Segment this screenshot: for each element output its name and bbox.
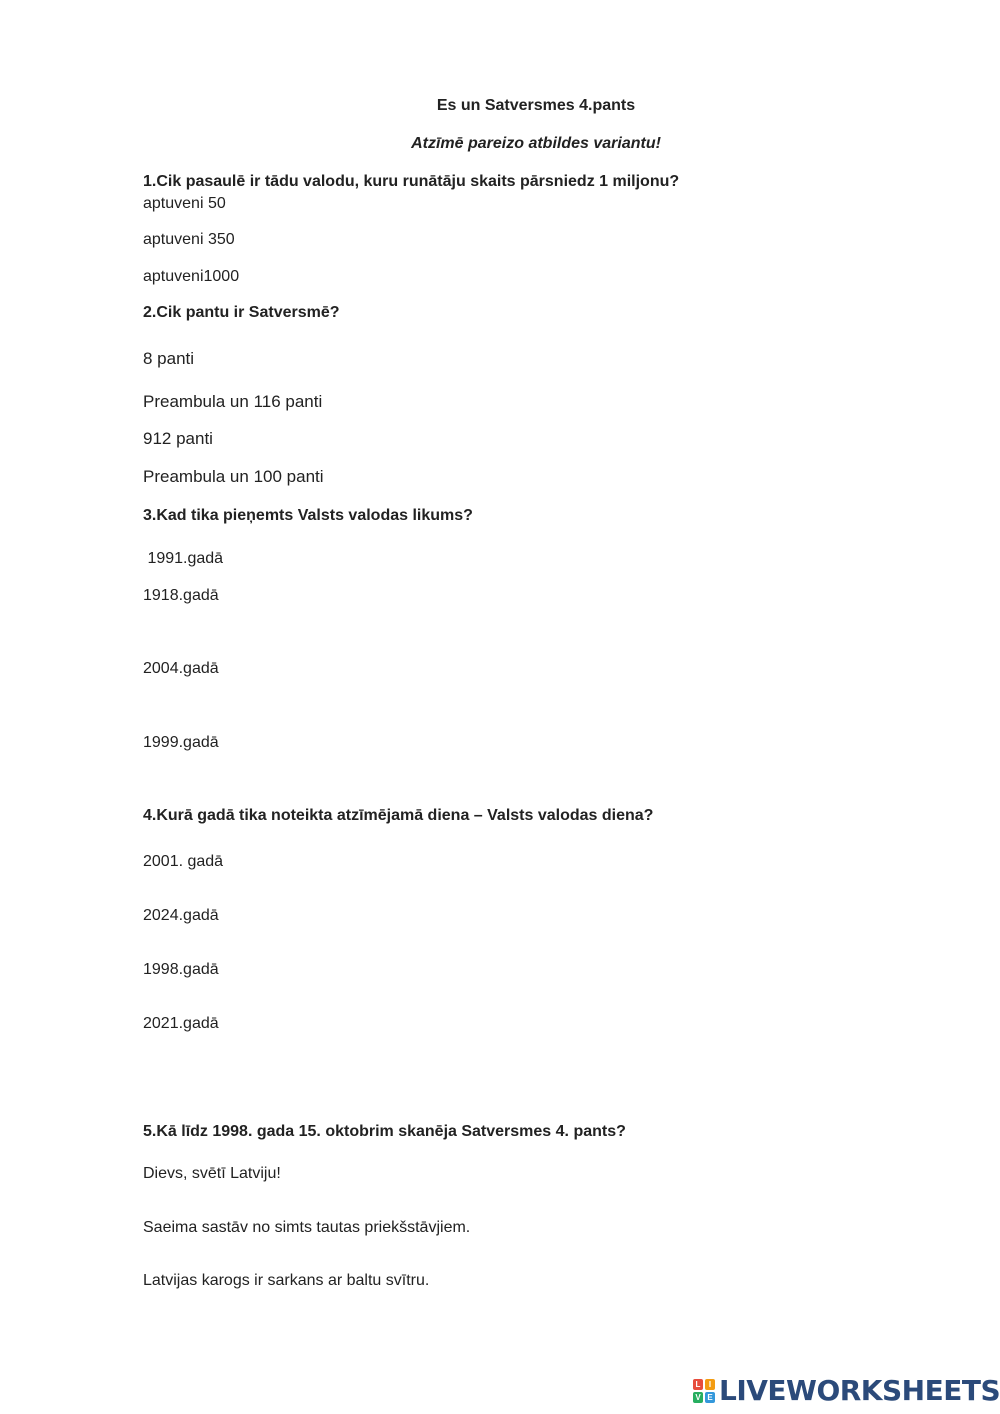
- question-2: 2.Cik pantu ir Satversmē?: [143, 304, 340, 321]
- answer-option[interactable]: 1999.gadā: [143, 734, 219, 751]
- logo-mark-letter: E: [705, 1392, 715, 1403]
- question-5: 5.Kā līdz 1998. gada 15. oktobrim skanēja Satversmes 4. pants?: [143, 1123, 626, 1140]
- page-instructions: Atzīmē pareizo atbildes variantu!: [411, 135, 661, 152]
- answer-option[interactable]: Dievs, svētī Latviju!: [143, 1165, 281, 1182]
- answer-option[interactable]: aptuveni 350: [143, 231, 235, 248]
- question-4: 4.Kurā gadā tika noteikta atzīmējamā diena – Valsts valodas diena?: [143, 807, 654, 824]
- answer-option[interactable]: Saeima sastāv no simts tautas priekšstāvjiem.: [143, 1219, 471, 1236]
- question-3: 3.Kad tika pieņemts Valsts valodas likums?: [143, 507, 473, 524]
- logo-mark-letter: I: [705, 1379, 715, 1390]
- answer-option[interactable]: 2001. gadā: [143, 853, 224, 870]
- liveworksheets-logo: [693, 1376, 1000, 1406]
- answer-option[interactable]: aptuveni1000: [143, 268, 240, 285]
- answer-option[interactable]: Preambula un 116 panti: [143, 392, 323, 411]
- answer-option[interactable]: 1991.gadā: [143, 550, 224, 567]
- answer-option[interactable]: 1998.gadā: [143, 961, 219, 978]
- logo-mark-icon: [693, 1379, 715, 1403]
- answer-option[interactable]: 1918.gadā: [143, 587, 219, 604]
- answer-option[interactable]: 2021.gadā: [143, 1015, 219, 1032]
- answer-option[interactable]: 2004.gadā: [143, 660, 219, 677]
- answer-option[interactable]: Preambula un 100 panti: [143, 467, 324, 486]
- question-1: 1.Cik pasaulē ir tādu valodu, kuru runātāju skaits pārsniedz 1 miljonu?: [143, 173, 680, 190]
- answer-option[interactable]: aptuveni 50: [143, 195, 226, 212]
- logo-text: LIVEWORKSHEETS: [719, 1374, 1000, 1407]
- answer-option[interactable]: 2024.gadā: [143, 907, 219, 924]
- answer-option[interactable]: Latvijas karogs ir sarkans ar baltu svītru.: [143, 1272, 430, 1289]
- logo-mark-letter: L: [693, 1379, 703, 1390]
- logo-mark-letter: V: [693, 1392, 703, 1403]
- answer-option[interactable]: 8 panti: [143, 349, 195, 368]
- answer-option[interactable]: 912 panti: [143, 429, 213, 448]
- page-title: Es un Satversmes 4.pants: [436, 97, 636, 114]
